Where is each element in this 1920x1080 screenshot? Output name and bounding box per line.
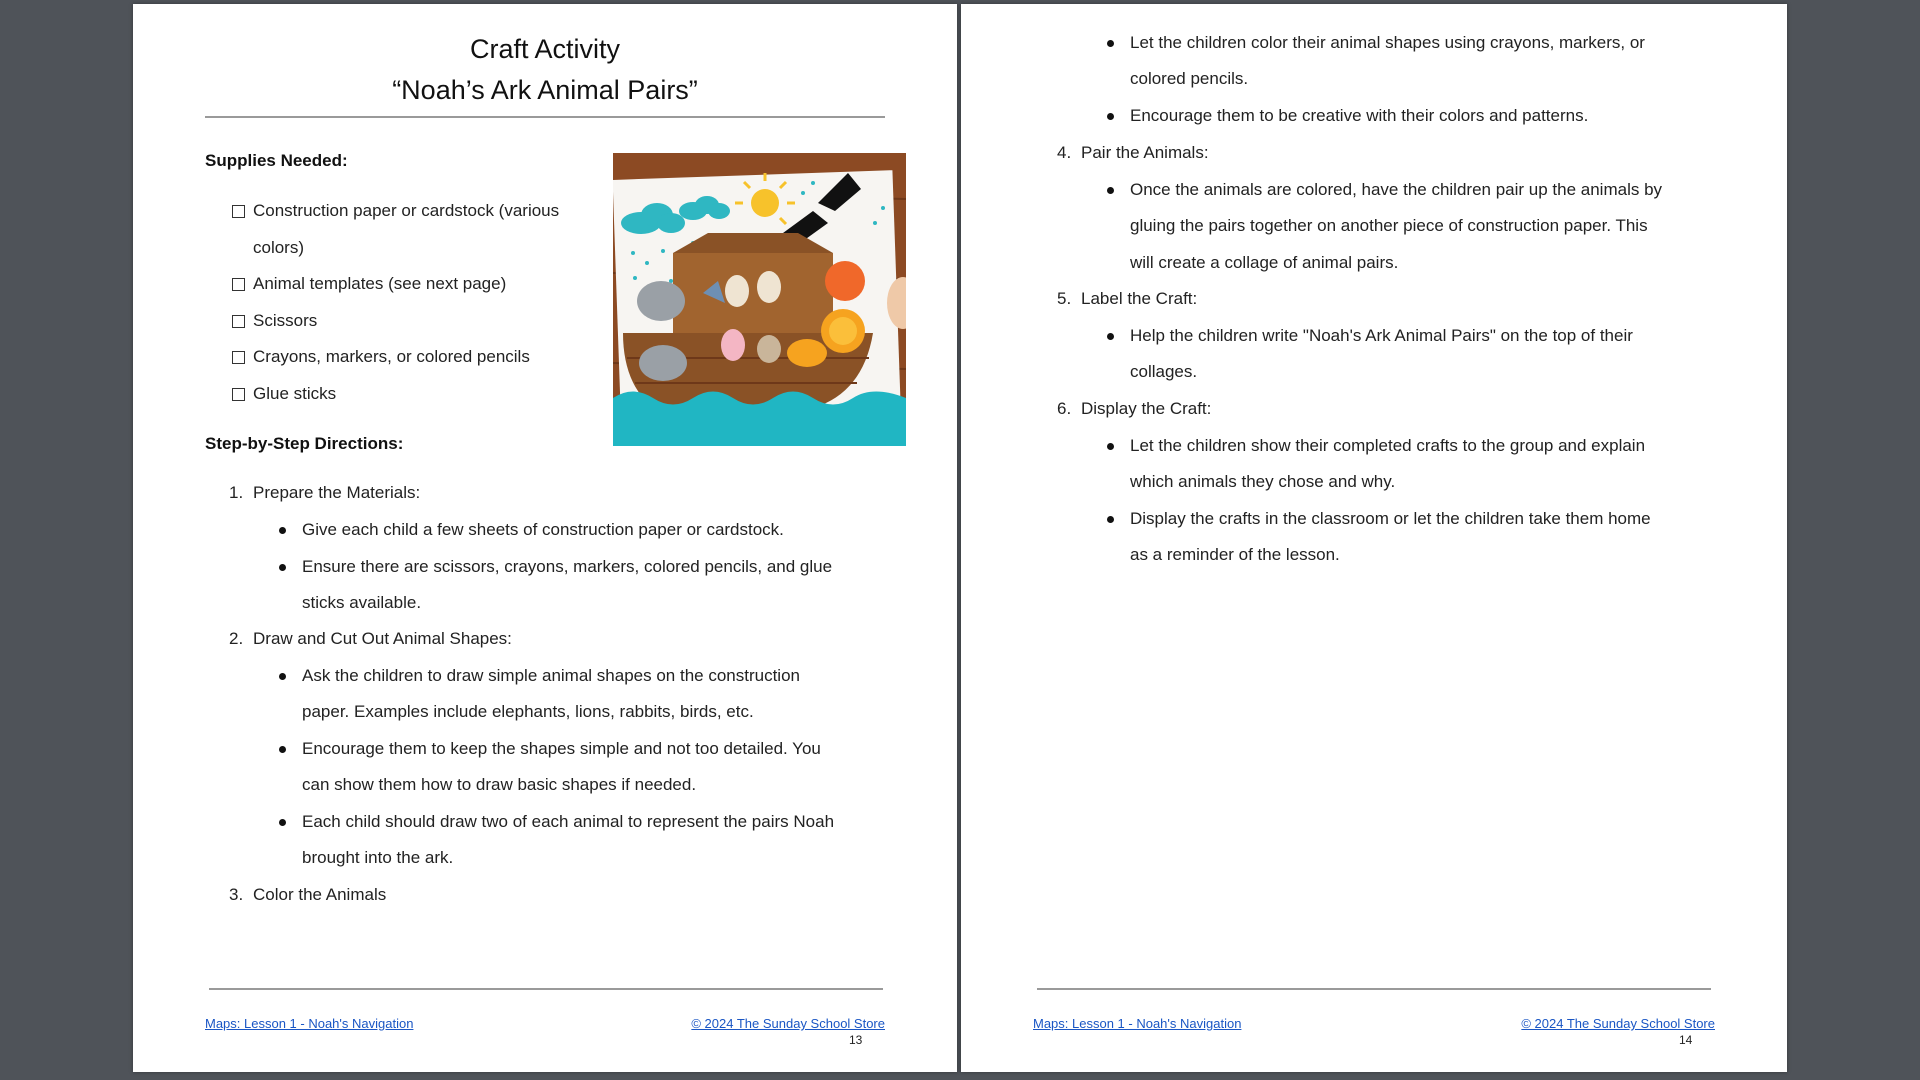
craft-title: Craft Activity [469,34,621,64]
checkbox-icon [232,388,245,401]
title-divider [205,116,885,118]
bullet-text: Ask the children to draw simple animal shapes on the construction [302,666,800,685]
step-label: Display the Craft: [1081,399,1212,418]
bullet-text: Let the children show their completed crafts to the group and explain [1130,436,1646,455]
bullet-text: Display the crafts in the classroom or let the children take them home [1130,509,1651,528]
bullet-text: Encourage them to keep the shapes simple and not too detailed. You [302,739,821,758]
bullet-icon [279,564,286,571]
bullet-icon [279,819,286,826]
checkbox-icon [232,278,245,291]
bullet-icon [1107,516,1114,523]
supply-item: Crayons, markers, or colored pencils [253,347,530,366]
bullet-text-continued: colored pencils. [1130,69,1249,88]
footer-divider [1037,988,1711,990]
bullet-icon [1107,443,1114,450]
bullet-text-continued: gluing the pairs together on another piece of construction paper. This [1130,216,1648,235]
checkbox-icon [232,351,245,364]
footer-copyright-link[interactable]: © 2024 The Sunday School Store [691,1016,885,1031]
step-number: 2. [229,629,244,648]
bullet-text: Give each child a few sheets of construction paper or cardstock. [302,520,784,539]
bullet-text-continued: sticks available. [302,593,422,612]
bullet-text: Let the children color their animal shapes using crayons, markers, or [1130,33,1645,52]
supply-item: Construction paper or cardstock (various [253,201,560,220]
bullet-icon [279,746,286,753]
bullet-text-continued: which animals they chose and why. [1130,472,1396,491]
bullet-text-continued: can show them how to draw basic shapes if needed. [302,775,697,794]
page-number: 14 [1679,1033,1693,1047]
supply-item: Animal templates (see next page) [253,274,507,293]
step-number: 6. [1057,399,1072,418]
document-page-14 [961,4,1787,1072]
bullet-text: Ensure there are scissors, crayons, markers, colored pencils, and glue [302,557,833,576]
supplies-heading: Supplies Needed: [205,151,348,170]
bullet-icon [279,673,286,680]
page-number: 13 [849,1033,863,1047]
step-number: 5. [1057,289,1072,308]
step-label: Pair the Animals: [1081,143,1209,162]
bullet-text-continued: will create a collage of animal pairs. [1130,253,1399,272]
checkbox-icon [232,315,245,328]
noahs-ark-craft-photo [613,153,906,446]
bullet-icon [1107,113,1114,120]
bullet-text: Help the children write "Noah's Ark Animal Pairs" on the top of their [1130,326,1633,345]
footer-divider [209,988,883,990]
bullet-text: Encourage them to be creative with their colors and patterns. [1130,106,1589,125]
bullet-text: Each child should draw two of each animal to represent the pairs Noah [302,812,835,831]
steps-heading: Step-by-Step Directions: [205,434,404,453]
bullet-icon [1107,333,1114,340]
step-label: Label the Craft: [1081,289,1198,308]
step-label: Color the Animals [253,885,387,904]
bullet-text-continued: as a reminder of the lesson. [1130,545,1340,564]
checkbox-icon [232,205,245,218]
supply-item: Scissors [253,311,318,330]
bullet-icon [1107,40,1114,47]
bullet-text-continued: paper. Examples include elephants, lions, rabbits, birds, etc. [302,702,754,721]
bullet-icon [1107,187,1114,194]
footer-lesson-link[interactable]: Maps: Lesson 1 - Noah's Navigation [205,1016,414,1031]
bullet-text: Once the animals are colored, have the children pair up the animals by [1130,180,1663,199]
step-label: Prepare the Materials: [253,483,421,502]
document-page-13 [133,4,957,1072]
supply-item: Glue sticks [253,384,337,403]
step-number: 1. [229,483,244,502]
bullet-text-continued: brought into the ark. [302,848,454,867]
bullet-text-continued: collages. [1130,362,1198,381]
supply-item-continued: colors) [253,238,305,257]
step-label: Draw and Cut Out Animal Shapes: [253,629,512,648]
craft-subtitle: “Noah’s Ark Animal Pairs” [392,75,698,105]
footer-copyright-link[interactable]: © 2024 The Sunday School Store [1521,1016,1715,1031]
bullet-icon [279,527,286,534]
step-number: 4. [1057,143,1072,162]
step-number: 3. [229,885,244,904]
footer-lesson-link[interactable]: Maps: Lesson 1 - Noah's Navigation [1033,1016,1242,1031]
